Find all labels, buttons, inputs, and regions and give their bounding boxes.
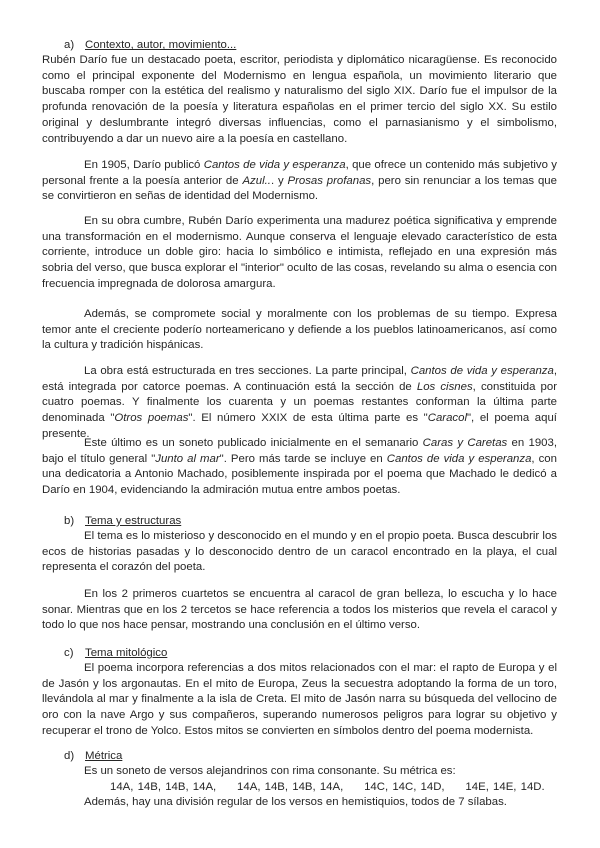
section-title: Métrica	[85, 750, 123, 762]
text-segment: El poema incorpora referencias a dos mitos relacionados con el mar: el rapto de Europa y el de Jasón y los argonautas. En el mito de Europa, Zeus la secuestra adoptando la forma de un toro, llevándola al mar y finalmente a la isla de Creta. El mito de Jasón narra su búsqueda del vellocino de oro con la nave Argo y sus compañeros, superando numerosos peligros para lograr su objetivo y recuperar el trono de Yolco. Estos mitos se convierten en símbolos dentro del poema modernista.	[42, 662, 557, 737]
text-segment: 14A, 14B, 14B, 14A, 14A, 14B, 14B, 14A, 14C, 14C, 14D, 14E, 14E, 14D.	[110, 781, 545, 793]
paragraph	[42, 53, 557, 147]
paragraph	[42, 529, 557, 576]
text-segment: , que ofrece un contenido más subjetivo y personal frente a la poesía anterior de	[42, 159, 557, 187]
italic-title: Caracol	[427, 412, 467, 425]
italic-title: Caras y Caretas	[422, 437, 508, 449]
text-segment: , con una dedicatoria a Antonio Machado, posiblemente inspirada por el poema que Machado le dedicó a Darío en 1904, evidenciando la admiración mutua entre ambos poetas.	[42, 452, 557, 497]
italic-title: Cantos de vida y esperanza	[203, 159, 346, 171]
paragraph	[42, 661, 557, 740]
text-segment: en 1903, bajo el título general "	[42, 437, 557, 465]
text-segment: ". Pero más tarde se incluye en	[219, 452, 387, 465]
text-segment: La obra está estructurada en tres secciones. La parte principal,	[84, 365, 411, 377]
text-segment: Rubén Darío fue un destacado poeta, escritor, periodista y diplomático nicaragüense. Es reconocido como el principal exponente del Modernismo en lengua española, un movimiento literario que buscaba romper con la estética del realismo y naturalismo del siglo XIX. Darío fue el impulsor de la profunda renovación de la poesía y literatura españolas en el primer tercio del siglo XX. Su estilo original y deslumbrante integró diversas influencias, como el parnasianismo y el simbolismo, contribuyendo a dar un nuevo aire a la poesía en castellano.	[42, 54, 557, 145]
italic-title: Otros poemas	[114, 412, 189, 425]
paragraph	[42, 436, 557, 499]
paragraph	[42, 307, 557, 354]
italic-title: Junto al mar	[155, 452, 220, 465]
paragraph	[42, 587, 557, 634]
section-label: a)	[64, 39, 75, 51]
section-title: Tema mitológico	[85, 647, 168, 659]
text-segment: Es un soneto de versos alejandrinos con rima consonante. Su métrica es:	[84, 765, 456, 777]
paragraph	[42, 364, 557, 443]
paragraph	[84, 795, 564, 811]
text-segment: En 1905, Darío publicó	[84, 159, 204, 171]
section-heading-a	[64, 38, 236, 54]
text-segment: En los 2 primeros cuartetos se encuentra al caracol de gran belleza, lo escucha y lo hace sonar. Mientras que en los 2 tercetos se hace referencia a todos los misterios que revela el caracol y todo lo que nos hace pensar, mostrando una conclusión en el último verso.	[42, 588, 557, 632]
metric-scheme	[110, 780, 570, 796]
text-segment: ", el poema aquí presente.	[42, 412, 557, 440]
section-heading-b	[64, 514, 181, 530]
text-segment: Este último es un soneto publicado inicialmente en el semanario	[84, 437, 423, 449]
text-segment: Además, se compromete social y moralmente con los problemas de su tiempo. Expresa temor ante el creciente poderío norteamericano y defiende a los pueblos latinoamericanos, así como la cultura y tradición hispánicas.	[42, 308, 557, 352]
text-segment: ". El número XXIX de esta última parte es "	[188, 412, 428, 425]
text-segment: , pero sin renunciar a los temas que se convirtieron en señas de identidad del Modernismo.	[42, 174, 557, 203]
text-segment: . y	[270, 174, 288, 187]
italic-title: Cantos de vida y esperanza	[410, 365, 554, 377]
text-segment: Además, hay una división regular de los versos en hemistiquios, todos de 7 sílabas.	[84, 796, 507, 808]
section-label: b)	[64, 515, 75, 527]
section-title: Tema y estructuras	[85, 515, 182, 527]
section-heading-c	[64, 646, 167, 662]
paragraph	[84, 764, 564, 780]
italic-title: Azul..	[242, 174, 271, 187]
section-label: c)	[64, 647, 74, 659]
paragraph	[42, 214, 557, 293]
italic-title: Prosas profanas	[287, 174, 372, 187]
section-title: Contexto, autor, movimiento...	[85, 39, 237, 51]
section-heading-d	[64, 749, 122, 765]
italic-title: Los cisnes	[416, 380, 473, 393]
paragraph	[42, 158, 557, 205]
italic-title: Cantos de vida y esperanza	[386, 452, 532, 465]
text-segment: , está integrada por catorce poemas. A continuación está la sección de	[42, 365, 557, 393]
text-segment: El tema es lo misterioso y desconocido en el mundo y en el propio poeta. Busca descubrir los ecos de historias pasadas y lo desconocido dentro de un caracol encontrado en la playa, el cual representa el corazón del poeta.	[42, 530, 557, 574]
text-segment: En su obra cumbre, Rubén Darío experimenta una madurez poética significativa y emprende una transformación en el modernismo. Aunque conserva el lenguaje elevado característico de esta corriente, introduce un doble giro: hacia lo simbólico e intimista, reflejado en una expresión más sobria del verso, que busca explorar el "interior" oculto de las cosas, revelando su alma o esencia con frecuencia impregnada de dolorosa amargura.	[42, 215, 557, 290]
text-segment: , constituida por cuatro poemas. Y finalmente los cuarenta y un poemas restantes conforman la última parte denominada "	[42, 380, 557, 425]
section-label: d)	[64, 750, 75, 762]
